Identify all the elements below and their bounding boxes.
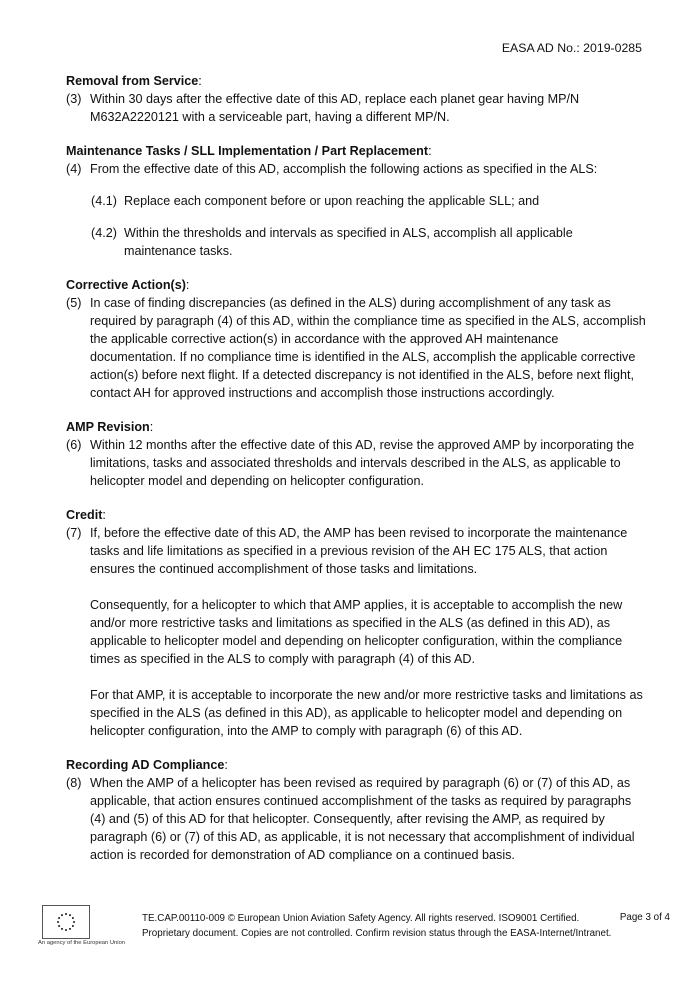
footer-line: Proprietary document. Copies are not controlled. Confirm revision status through the EASA-Internet/Intranet. [142,928,612,939]
paragraph-number: (3) [66,92,82,106]
paragraph-number: (6) [66,438,82,452]
section-amp-revision [66,418,646,490]
paragraph-4-1 [66,192,646,210]
paragraph-text: In case of finding discrepancies (as defined in the ALS) during accomplishment of any task as required by paragraph (4) of this AD, within the compliance time as specified in the ALS, accomplish the applicable corrective action(s) in accordance with the approved AH maintenance documentation. If no compliance time is identified in the ALS, accomplish the applicable corrective action(s) before next flight. If a detected discrepancy is not identified in the ALS, before next flight, contact AH for approved instructions and accomplish those instructions accordingly. [90,296,646,400]
page-footer [0,895,700,990]
paragraph-text: When the AMP of a helicopter has been revised as required by paragraph (6) or (7) of this AD, as applicable, that action ensures continued accomplishment of the tasks as required by paragraphs (4) and (5) of this AD for that helicopter. Consequently, after revising the AMP, as required by paragraph (6) or (7) of this AD, as applicable, it is not necessary that accomplishment of individual action is recorded for demonstration of AD compliance on a continued basis. [90,776,635,862]
paragraph-number: (4) [66,162,82,176]
paragraph-7 [66,524,646,740]
paragraph-number: (4.2) [91,226,117,240]
ad-number-header: EASA AD No.: 2019-0285 [501,41,642,55]
paragraph-6 [66,436,646,490]
paragraph-text: From the effective date of this AD, accomplish the following actions as specified in the ALS: [90,162,598,176]
document-body [66,72,646,880]
paragraph-8 [66,774,646,864]
paragraph-text: Within 30 days after the effective date of this AD, replace each planet gear having MP/N M632A2220121 with a serviceable part, having a different MP/N. [90,92,580,124]
paragraph-4 [66,160,646,178]
paragraph-text: Consequently, for a helicopter to which that AMP applies, it is acceptable to accomplish the new and/or more restrictive tasks and limitations as specified in the ALS (as defined in this AD), as applicable to helicopter model and depending on helicopter configuration, within the compliance times as specified in the ALS to comply with paragraph (4) of this AD. [90,598,623,666]
paragraph-text: Within 12 months after the effective date of this AD, revise the approved AMP by incorporating the limitations, tasks and associated thresholds and intervals described in the ALS, as applicable to helicopter model and depending on helicopter configuration. [90,438,635,488]
section-credit [66,506,646,740]
paragraph-text: For that AMP, it is acceptable to incorporate the new and/or more restrictive tasks and limitations as specified in the ALS (as defined in this AD), as applicable to helicopter model and depending on helicopter configuration, into the AMP to comply with paragraph (6) of this AD. [90,688,643,738]
eu-flag-icon [42,905,90,939]
section-heading: Recording AD Compliance: [66,758,228,772]
paragraph-4-2 [66,224,646,260]
agency-label: An agency of the European Union [38,940,126,946]
section-heading: Maintenance Tasks / SLL Implementation / Part Replacement: [66,144,432,158]
paragraph-5 [66,294,646,402]
paragraph-number: (5) [66,296,82,310]
eu-stars-icon [43,906,89,938]
section-corrective [66,276,646,402]
section-heading: Removal from Service: [66,74,202,88]
paragraph-number: (4.1) [91,194,117,208]
paragraph-text: Within the thresholds and intervals as specified in ALS, accomplish all applicable maintenance tasks. [124,226,573,258]
paragraph-number: (7) [66,526,82,540]
section-maintenance [66,142,646,260]
paragraph-text: If, before the effective date of this AD, the AMP has been revised to incorporate the maintenance tasks and life limitations as specified in a previous revision of the AH EC 175 ALS, that action ensures the continued accomplishment of those tasks and limitations. [90,526,628,576]
section-removal [66,72,646,126]
page-number: Page 3 of 4 [619,912,670,923]
section-heading: AMP Revision: [66,420,154,434]
section-heading: Credit: [66,508,106,522]
footer-copyright [142,911,611,941]
footer-line: TE.CAP.00110-009 © European Union Aviation Safety Agency. All rights reserved. ISO9001 Certified. [142,913,580,924]
paragraph-number: (8) [66,776,82,790]
paragraph-text: Replace each component before or upon reaching the applicable SLL; and [124,194,540,208]
paragraph-3 [66,90,646,126]
section-heading: Corrective Action(s): [66,278,190,292]
section-recording [66,756,646,864]
